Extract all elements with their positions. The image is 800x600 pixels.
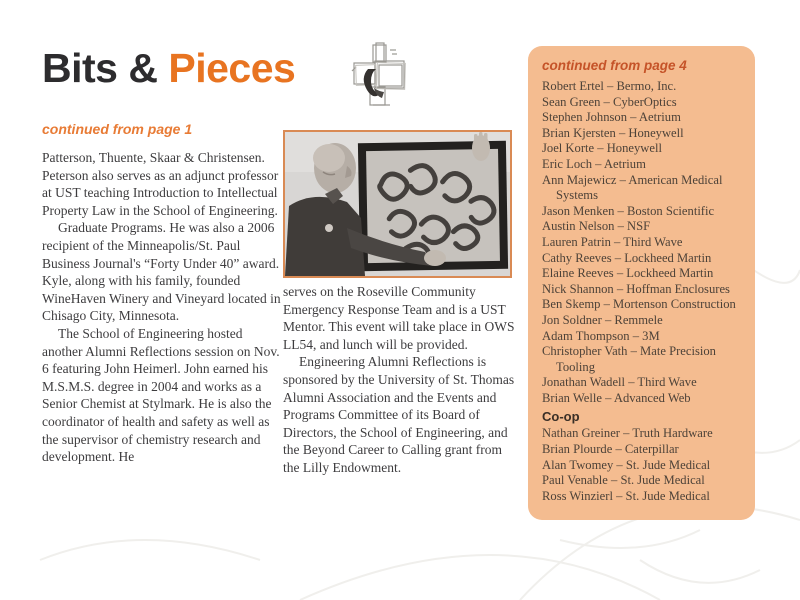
list-item: Ben Skemp – Mortenson Construction [542,297,736,312]
article-column-middle [283,283,516,477]
list-item: Ann Majewicz – American Medical Systems [542,172,723,203]
alumni-list [542,79,742,406]
article-column-left [42,149,282,466]
continued-from-page-4-label: continued from page 4 [542,58,687,73]
list-item: Brian Kjersten – Honeywell [542,125,684,140]
sidebar-panel [528,46,755,520]
page-title [42,45,402,91]
list-item: Joel Korte – Honeywell [542,141,662,156]
page-title-dark: Bits & [42,45,169,91]
list-item: Elaine Reeves – Lockheed Martin [542,266,714,281]
list-item: Alan Twomey – St. Jude Medical [542,457,711,472]
paragraph: Engineering Alumni Reflections is sponsored by the University of St. Thomas Alumni Association and the Events and Programs Committee of its Board of Directors, the School of Engineering, and the Beyond Career to Calling grant from the Lilly Endowment. [283,354,515,475]
list-item: Cathy Reeves – Lockheed Martin [542,250,712,265]
paragraph: Patterson, Thuente, Skaar & Christensen. Peterson also serves as an adjunct professor at UST teaching Introduction to Intellectual Property Law in the School of Engineering. [42,150,279,218]
list-item: Jason Menken – Boston Scientific [542,203,715,218]
list-item: Jonathan Wadell – Third Wave [542,375,697,390]
list-item: Austin Nelson – NSF [542,219,651,234]
list-item: Paul Venable – St. Jude Medical [542,473,705,488]
list-item: Nick Shannon – Hoffman Enclosures [542,281,730,296]
list-item: Jon Soldner – Remmele [542,312,663,327]
list-item: Lauren Patrin – Third Wave [542,234,683,249]
photo-figure [283,130,512,278]
list-item: Brian Welle – Advanced Web [542,390,691,405]
continued-from-page-1-label: continued from page 1 [42,121,193,137]
paragraph: serves on the Roseville Community Emergency Response Team and is a UST Mentor. This event will take place in OWS LL54, and lunch will be provided. [283,284,515,352]
page-title-accent: Pieces [168,45,296,91]
list-item: Adam Thompson – 3M [542,328,660,343]
list-item: Ross Winzierl – St. Jude Medical [542,488,710,503]
list-item: Christopher Vath – Mate Precision Tooling [542,344,716,374]
list-item: Brian Plourde – Caterpillar [542,442,679,457]
list-item: Nathan Greiner – Truth Hardware [542,426,713,441]
photo-image [285,132,510,276]
paragraph: The School of Engineering hosted another Alumni Reflections session on Nov. 6 featuring John Heimerl. John earned his M.S.M.S. degree in 2004 and works as a Senior Chemist at Stylmark. He is also the coordinator of health and safety as well as the supervisor of chemistry research and development. He [42,325,280,465]
list-item: Stephen Johnson – Aetrium [542,110,681,125]
paragraph: Graduate Programs. He was also a 2006 recipient of the Minneapolis/St. Paul Business Journal's “Forty Under 40” award. Kyle, along with his family, founded WineHaven Winery and Vineyard located in Chisago City, Minnesota. [42,220,281,324]
list-item: Eric Loch – Aetrium [542,156,646,171]
list-item: Sean Green – CyberOptics [542,94,677,109]
coop-heading: Co-op [542,409,580,425]
mechanical-sketch-icon [350,42,408,110]
list-item: Robert Ertel – Bermo, Inc. [542,79,677,93]
coop-list [542,426,742,504]
